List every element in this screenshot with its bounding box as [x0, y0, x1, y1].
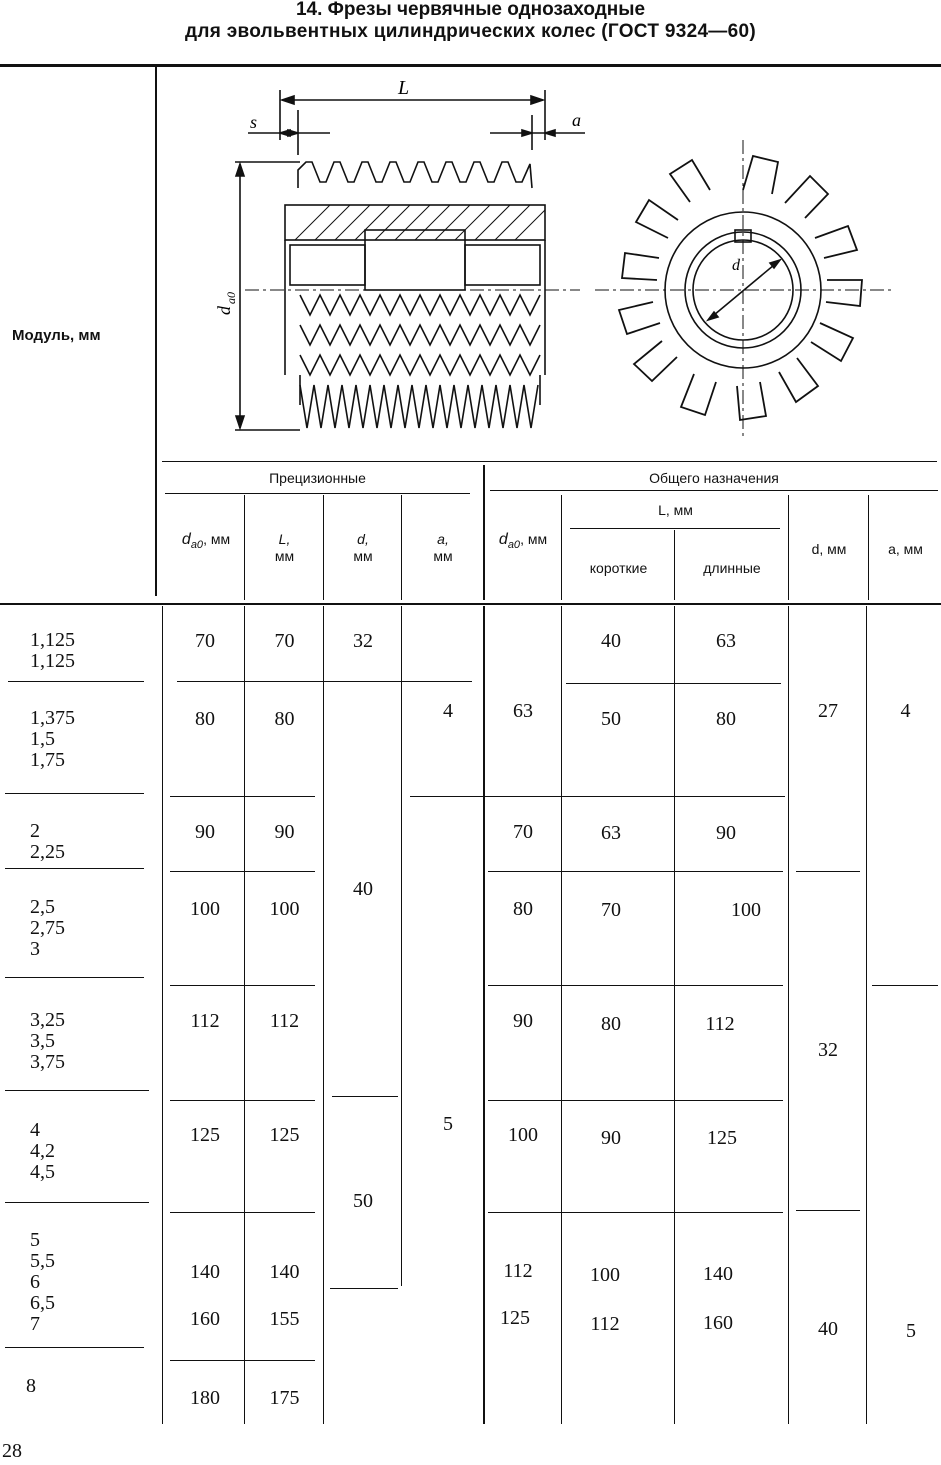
module-value: 1,125: [30, 650, 75, 672]
p-L-cell: 175: [269, 1387, 300, 1409]
header-bottom-rule: [0, 603, 941, 605]
p-a-label: a,: [437, 531, 449, 547]
g-da0-cell: 70: [513, 821, 533, 843]
hdr-v2: [323, 495, 324, 600]
header-divider: [155, 66, 157, 596]
p-L-cell: 112: [269, 1010, 300, 1032]
module-value: 7: [30, 1313, 40, 1335]
p-d-cell: 40: [353, 878, 373, 900]
module-value: 2: [30, 820, 40, 842]
row-sep-d2: [488, 985, 783, 986]
g-da0-cell: 112: [503, 1260, 533, 1282]
g-da0-cell: 90: [513, 1010, 533, 1032]
module-value: 2,5: [30, 896, 55, 918]
module-value: 4,2: [30, 1140, 55, 1162]
g-a-header: a, мм: [888, 541, 923, 557]
p-L-cell: 100: [269, 898, 300, 920]
p-L-header: [246, 531, 323, 565]
module-value: 2,75: [30, 917, 65, 939]
p-da0-header: [168, 531, 244, 554]
module-header: Модуль, мм: [12, 327, 101, 344]
p-da0-cell: 180: [190, 1387, 220, 1409]
g-d-cell: 27: [818, 700, 838, 722]
g-L-short-cell: 80: [601, 1013, 621, 1035]
g-L-long-cell: 80: [716, 708, 736, 730]
p-da0-main: d: [181, 531, 191, 548]
module-value: 3,25: [30, 1009, 65, 1031]
hdr-v7: [788, 495, 789, 600]
body-v0: [162, 606, 163, 1424]
module-group-2: [30, 708, 75, 771]
p-d-cell: 50: [353, 1190, 373, 1212]
g-L-long-cell: 140: [703, 1263, 733, 1285]
module-value: 3,75: [30, 1051, 65, 1073]
module-value: 6,5: [30, 1292, 55, 1314]
g-d-cell: 40: [818, 1318, 838, 1340]
p-L-cell: 155: [269, 1308, 300, 1330]
body-v8: [866, 606, 867, 1424]
precision-rule: [165, 493, 470, 494]
module-value: 5: [30, 1229, 40, 1251]
top-rule: [0, 64, 941, 67]
module-value: 3,5: [30, 1030, 55, 1052]
mod-sep-7: [5, 1347, 144, 1348]
p-da0-sub: a0: [190, 538, 204, 551]
hdr-v5: [561, 495, 562, 600]
module-group-1: [30, 630, 75, 672]
page-number: 28: [2, 1440, 22, 1462]
general-header: Общего назначения: [649, 470, 779, 486]
g-da0-cell: 80: [513, 898, 533, 920]
module-group-7: [30, 1230, 55, 1335]
p-a-unit: мм: [433, 548, 453, 564]
module-group-8: [26, 1376, 36, 1397]
module-value: 2,25: [30, 841, 65, 863]
g-da0-header: [485, 531, 561, 554]
row-sep-e2: [332, 1096, 398, 1097]
g-L-short-cell: 50: [601, 708, 621, 730]
g-L-long-cell: 112: [705, 1013, 735, 1035]
g-L-long-cell: 63: [716, 630, 736, 652]
module-group-4: [30, 897, 65, 960]
p-a-header: [403, 531, 483, 565]
p-da0-cell: 70: [195, 630, 215, 652]
g-short-header: короткие: [589, 560, 648, 576]
body-v3: [401, 606, 402, 1286]
p-d-header: [325, 531, 401, 565]
p-a-cell: 5: [443, 1113, 453, 1135]
module-group-3: [30, 821, 65, 863]
g-L-short-cell: 112: [590, 1313, 620, 1335]
g-L-header: L, мм: [658, 502, 693, 518]
module-group-6: [30, 1120, 55, 1183]
g-da0-sub: a0: [507, 538, 521, 551]
p-a-cell: 4: [443, 700, 453, 722]
p-d-cell: 32: [353, 630, 373, 652]
g-da0-unit: , мм: [520, 531, 548, 547]
g-da0-main: d: [498, 531, 508, 548]
mod-sep-1: [8, 681, 144, 682]
g-da0-cell: 100: [508, 1124, 538, 1146]
p-d-unit: мм: [353, 548, 373, 564]
p-L-cell: 125: [269, 1124, 300, 1146]
body-v1: [244, 606, 245, 1424]
row-sep-a2: [566, 683, 781, 684]
hdr-v8: [868, 495, 869, 600]
mod-sep-5: [5, 1090, 149, 1091]
row-sep-b1: [170, 796, 315, 797]
mod-sep-4: [5, 977, 144, 978]
g-L-short-cell: 100: [590, 1264, 620, 1286]
row-sep-e3: [488, 1100, 783, 1101]
body-v2: [323, 606, 324, 1424]
g-da0-cell: 125: [500, 1307, 530, 1329]
p-L-cell: 70: [274, 630, 295, 652]
g-L-long-cell: 160: [703, 1312, 733, 1334]
hdr-v6: [674, 530, 675, 600]
g-L-short-cell: 90: [601, 1127, 621, 1149]
header-rule-1: [162, 461, 937, 462]
diagram-label-da0: d: [214, 306, 234, 315]
mod-sep-6: [5, 1202, 149, 1203]
module-value: 1,375: [30, 707, 75, 729]
body-v7: [788, 606, 789, 1424]
p-L-cell: 80: [274, 708, 295, 730]
page-title-line2: для эвольвентных цилиндрических колес (ГОСТ 9324—60): [185, 21, 756, 42]
row-sep-f3: [796, 1210, 860, 1211]
p-da0-cell: 80: [195, 708, 215, 730]
page-title-line1: 14. Фрезы червячные однозаходные: [295, 0, 646, 20]
p-da0-cell: 160: [190, 1308, 220, 1330]
p-L-unit: мм: [274, 548, 295, 564]
row-sep-f1: [170, 1212, 315, 1213]
row-sep-a1: [177, 681, 472, 682]
g-L-short-cell: 40: [601, 630, 621, 652]
p-L-label: L,: [278, 531, 291, 547]
g-L-long-cell: 90: [716, 822, 736, 844]
hdr-v1: [244, 495, 245, 600]
p-da0-cell: 140: [190, 1261, 220, 1283]
row-sep-e1: [170, 1100, 315, 1101]
module-value: 1,75: [30, 749, 65, 771]
diagram-label-da0-sub: a0: [224, 292, 238, 304]
module-value: 5,5: [30, 1250, 55, 1272]
g-a-cell: 5: [906, 1320, 916, 1342]
diagram-label-a: a: [572, 110, 581, 130]
mod-sep-2: [5, 793, 144, 794]
diagram-label-d: d: [732, 257, 740, 274]
row-sep-d3: [872, 985, 938, 986]
module-group-5: [30, 1010, 65, 1073]
g-d-cell: 32: [818, 1039, 838, 1061]
module-value: 1,5: [30, 728, 55, 750]
p-da0-cell: 100: [190, 898, 220, 920]
module-value: 4,5: [30, 1161, 55, 1183]
body-v5: [561, 606, 562, 1424]
g-L-long-cell: 100: [731, 899, 761, 921]
precision-header: Прецизионные: [269, 470, 366, 486]
p-L-cell: 90: [274, 821, 295, 843]
g-long-header: длинные: [703, 560, 761, 576]
general-rule: [490, 490, 938, 491]
p-da0-unit: , мм: [203, 531, 231, 547]
module-value: 6: [30, 1271, 40, 1293]
module-value: 3: [30, 938, 40, 960]
p-d-label: d,: [357, 531, 369, 547]
row-sep-c2: [488, 871, 783, 872]
p-da0-cell: 90: [195, 821, 215, 843]
module-value: 4: [30, 1119, 40, 1141]
p-da0-cell: 112: [190, 1010, 220, 1032]
g-L-short-cell: 70: [601, 899, 621, 921]
hob-cutter-diagram: [160, 70, 940, 455]
L-rule: [570, 528, 780, 529]
diagram-label-s: s: [250, 112, 258, 132]
hdr-v3: [401, 495, 402, 600]
row-sep-b2: [410, 796, 785, 797]
row-sep-f2: [488, 1212, 783, 1213]
row-sep-c3: [796, 871, 860, 872]
module-value: 8: [26, 1375, 36, 1397]
g-da0-cell: 63: [513, 700, 533, 722]
p-da0-cell: 125: [190, 1124, 220, 1146]
row-sep-g1: [330, 1288, 398, 1289]
g-L-short-cell: 63: [601, 822, 621, 844]
g-d-header: d, мм: [811, 541, 847, 557]
row-sep-c1: [170, 871, 315, 872]
row-sep-d1: [170, 985, 315, 986]
diagram-label-L: L: [398, 77, 410, 99]
g-a-cell: 4: [900, 700, 911, 722]
row-sep-h1: [170, 1360, 315, 1361]
g-L-long-cell: 125: [707, 1127, 737, 1149]
mod-sep-3: [5, 868, 144, 869]
p-L-cell: 140: [269, 1261, 300, 1283]
module-value: 1,125: [30, 629, 75, 651]
